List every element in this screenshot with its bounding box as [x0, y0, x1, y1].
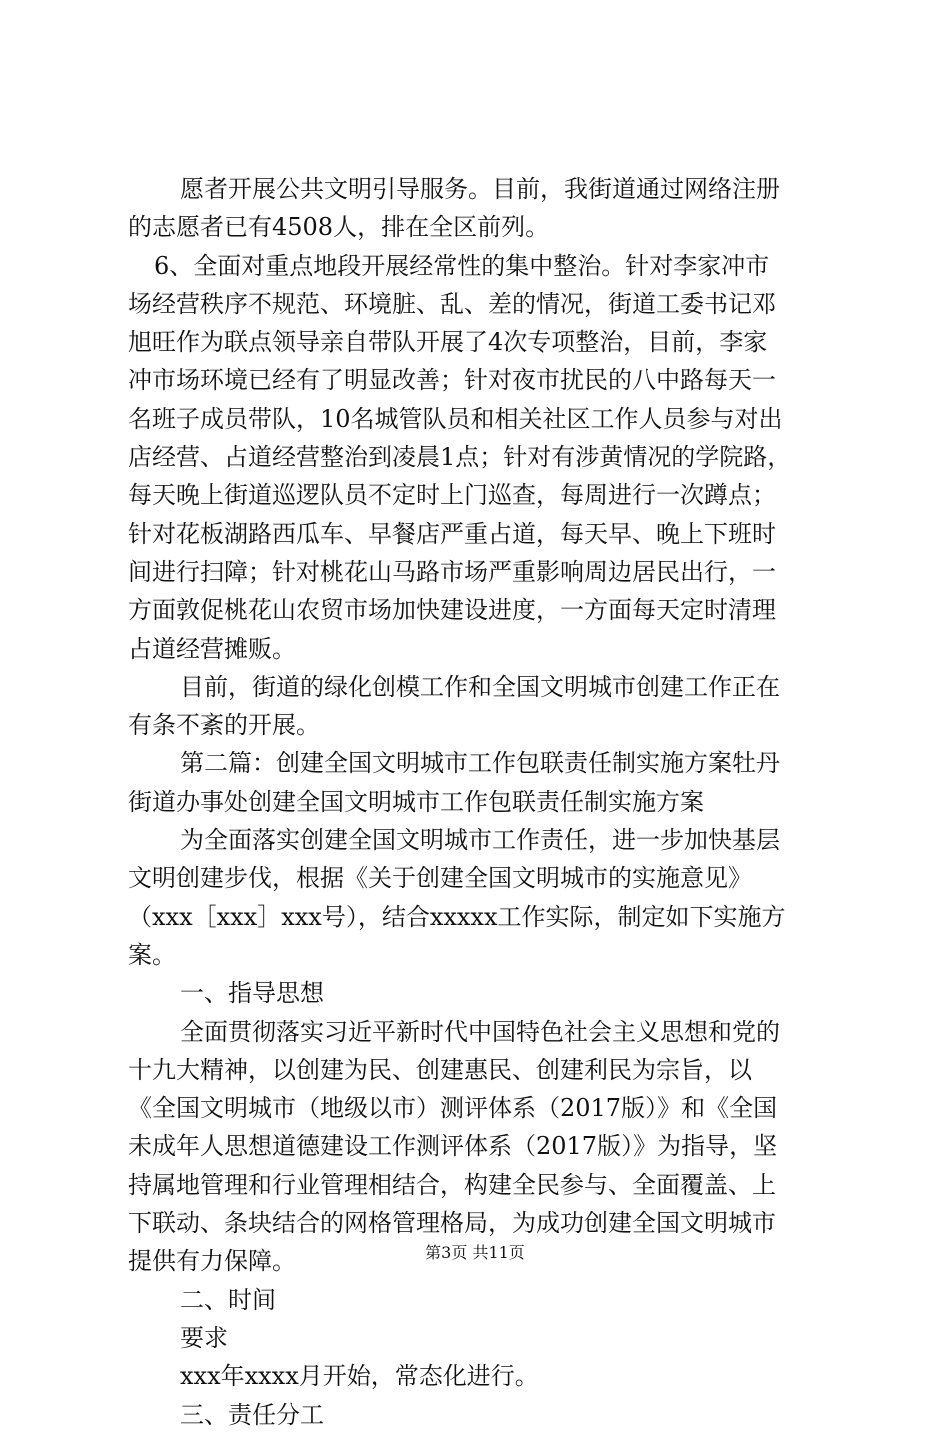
paragraph-line: 文明创建步伐，根据《关于创建全国文明城市的实施意见》: [128, 864, 752, 893]
paragraph-line: 场经营秩序不规范、环境脏、乱、差的情况，街道工委书记邓: [128, 289, 776, 318]
paragraph-line: 冲市场环境已经有了明显改善；针对夜市扰民的八中路每天一: [128, 366, 776, 395]
section-title-line: 第二篇：创建全国文明城市工作包联责任制实施方案牡丹: [180, 749, 780, 778]
paragraph-line: 为全面落实创建全国文明城市工作责任，进一步加快基层: [180, 826, 780, 855]
paragraph-line: 名班子成员带队，10名城管队员和相关社区工作人员参与对出: [128, 404, 783, 433]
heading-line: 二、时间: [180, 1285, 276, 1314]
paragraph-line: 十九大精神，以创建为民、创建惠民、创建利民为宗旨，以: [128, 1055, 752, 1084]
heading-line: 一、指导思想: [180, 979, 324, 1008]
paragraph-line: 持属地管理和行业管理相结合，构建全民参与、全面覆盖、上: [128, 1170, 776, 1199]
paragraph-line: 每天晚上街道巡逻队员不定时上门巡查，每周进行一次蹲点；: [128, 481, 776, 510]
heading-line: 要求: [180, 1323, 228, 1352]
paragraph-line: 《全国文明城市（地级以市）测评体系（2017版）》和《全国: [128, 1094, 778, 1123]
heading-line: 三、责任分工: [180, 1400, 324, 1429]
paragraph-line: 方面敦促桃花山农贸市场加快建设进度，一方面每天定时清理: [128, 596, 776, 625]
paragraph-line: 旭旺作为联点领导亲自带队开展了4次专项整治，目前，李家: [128, 328, 768, 357]
paragraph-line: 占道经营摊贩。: [128, 634, 296, 663]
paragraph-line: 针对花板湖路西瓜车、早餐店严重占道，每天早、晚上下班时: [128, 519, 776, 548]
paragraph-line: 未成年人思想道德建设工作测评体系（2017版）》为指导，坚: [128, 1132, 778, 1161]
paragraph-line: 下联动、条块结合的网格管理格局，为成功创建全国文明城市: [128, 1209, 776, 1238]
page-number-footer: 第3页 共11页: [425, 1243, 525, 1262]
paragraph-line: 全面贯彻落实习近平新时代中国特色社会主义思想和党的: [180, 1017, 780, 1046]
paragraph-line: 有条不紊的开展。: [128, 711, 320, 740]
paragraph-line: 间进行扫障；针对桃花山马路市场严重影响周边居民出行，一: [128, 557, 776, 586]
paragraph-line: （xxx［xxx］xxx号），结合xxxxx工作实际，制定如下实施方: [128, 902, 786, 931]
paragraph-line: 案。: [128, 940, 176, 969]
paragraph-line: 的志愿者已有4508人，排在全区前列。: [128, 213, 550, 242]
paragraph-line: 愿者开展公共文明引导服务。目前，我街道通过网络注册: [180, 175, 780, 203]
section-title-line: 街道办事处创建全国文明城市工作包联责任制实施方案: [128, 787, 704, 816]
paragraph-line: xxx年xxxx月开始，常态化进行。: [180, 1362, 539, 1391]
paragraph-line: 6、全面对重点地段开展经常性的集中整治。针对李家冲市: [154, 251, 770, 280]
paragraph-line: 目前，街道的绿化创模工作和全国文明城市创建工作正在: [180, 672, 780, 701]
paragraph-line: 提供有力保障。: [128, 1247, 296, 1276]
paragraph-line: 店经营、占道经营整治到凌晨1点；针对有涉黄情况的学院路，: [128, 443, 792, 472]
